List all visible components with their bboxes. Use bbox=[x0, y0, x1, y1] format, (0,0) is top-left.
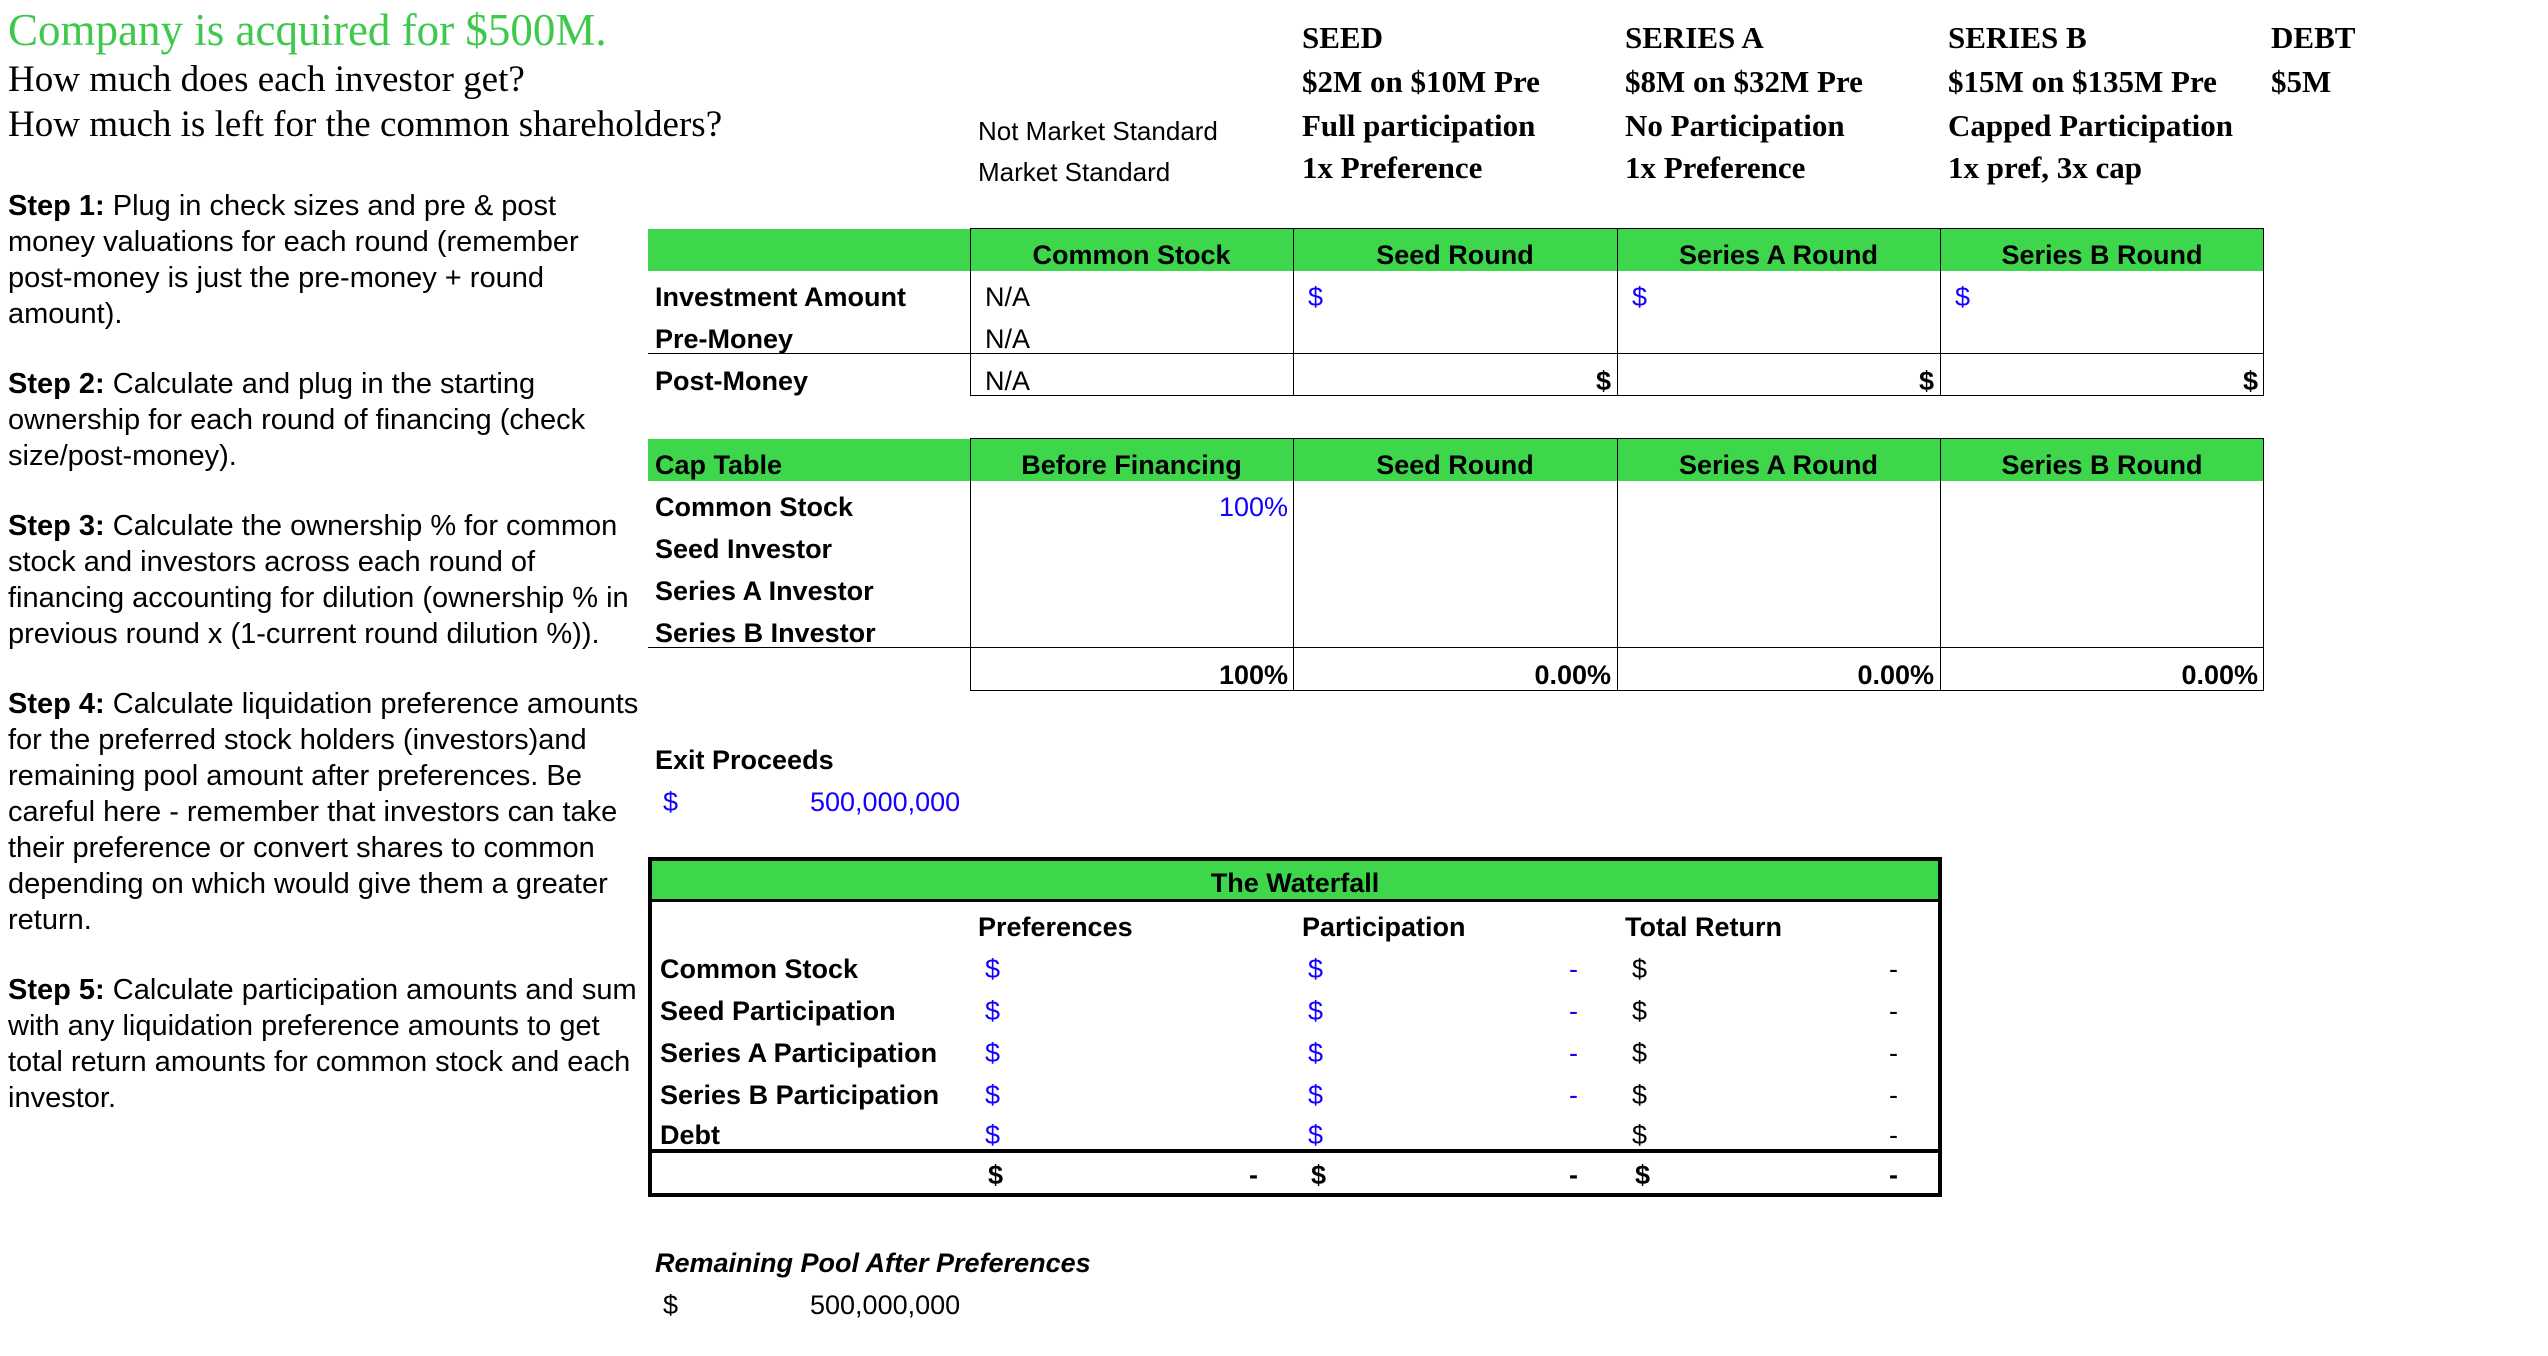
series-b-term-participation: Capped Participation bbox=[1948, 108, 2234, 143]
common-before-financing[interactable]: 100% bbox=[1218, 492, 1288, 522]
series-a-total-cell[interactable]: $ bbox=[1632, 1038, 1648, 1068]
page-title: Company is acquired for $500M. bbox=[8, 5, 607, 55]
rounds-col-common: Common Stock bbox=[1032, 240, 1231, 270]
common-total-cell[interactable]: $ bbox=[1632, 954, 1648, 984]
waterfall-total-part-currency: $ bbox=[1311, 1160, 1327, 1190]
step-4: Step 4: Calculate liquidation preference amounts for the preferred stock holders (investors)and remaining pool amount after preferences. Be careful here - remember that investors can take their preference or convert shares to common depending on which would give them a greater return. bbox=[8, 688, 639, 936]
seed-term-amount: $2M on $10M Pre bbox=[1302, 64, 1540, 99]
series-b-total-value: - bbox=[1889, 1080, 1898, 1110]
waterfall-col-preferences: Preferences bbox=[978, 912, 1133, 942]
waterfall-row-seed: Seed Participation bbox=[660, 996, 896, 1026]
remaining-pool-label: Remaining Pool After Preferences bbox=[655, 1248, 1091, 1278]
common-part-cell[interactable]: $ bbox=[1308, 954, 1324, 984]
exit-proceeds-value[interactable]: 500,000,000 bbox=[810, 787, 961, 817]
rounds-col-series-b: Series B Round bbox=[2001, 240, 2203, 270]
waterfall-col-total-return: Total Return bbox=[1625, 912, 1782, 942]
waterfall-total-pref-value[interactable]: - bbox=[1249, 1160, 1258, 1190]
debt-pref-cell[interactable]: $ bbox=[985, 1120, 1001, 1150]
step-3: Step 3: Calculate the ownership % for common stock and investors across each round of financing accounting for dilution (ownership % in previous round x (1-current round dilution %)). bbox=[8, 510, 629, 650]
common-pre-money[interactable]: N/A bbox=[985, 324, 1031, 354]
series-b-term-preference: 1x pref, 3x cap bbox=[1948, 150, 2143, 185]
question-2: How much is left for the common shareholders? bbox=[8, 104, 723, 145]
waterfall-total-part-value[interactable]: - bbox=[1569, 1160, 1578, 1190]
market-standard-label: Market Standard bbox=[978, 157, 1171, 187]
series-b-term-amount: $15M on $135M Pre bbox=[1948, 64, 2217, 99]
seed-term-participation: Full participation bbox=[1302, 108, 1536, 143]
waterfall-col-participation: Participation bbox=[1302, 912, 1466, 942]
waterfall-row-series-a: Series A Participation bbox=[660, 1038, 938, 1068]
waterfall-row-series-b: Series B Participation bbox=[660, 1080, 940, 1110]
cap-row-common: Common Stock bbox=[655, 492, 854, 522]
cap-total-before[interactable]: 100% bbox=[1218, 660, 1288, 690]
series-a-part-value: - bbox=[1569, 1038, 1578, 1068]
debt-total-cell[interactable]: $ bbox=[1632, 1120, 1648, 1150]
waterfall-row-debt: Debt bbox=[660, 1120, 720, 1150]
cap-col-seed: Seed Round bbox=[1376, 450, 1534, 480]
waterfall-total-return-value[interactable]: - bbox=[1889, 1160, 1898, 1190]
common-pref-cell[interactable]: $ bbox=[985, 954, 1001, 984]
series-b-term-title: SERIES B bbox=[1948, 20, 2087, 55]
seed-term-preference: 1x Preference bbox=[1302, 150, 1483, 185]
seed-part-cell[interactable]: $ bbox=[1308, 996, 1324, 1026]
series-a-post-money[interactable]: $ bbox=[1918, 366, 1934, 396]
common-total-value: - bbox=[1889, 954, 1898, 984]
waterfall-total-pref-currency: $ bbox=[988, 1160, 1004, 1190]
series-a-term-preference: 1x Preference bbox=[1625, 150, 1806, 185]
series-b-part-value: - bbox=[1569, 1080, 1578, 1110]
row-label-post-money: Post-Money bbox=[655, 366, 809, 396]
cap-total-seed[interactable]: 0.00% bbox=[1534, 660, 1611, 690]
seed-total-value: - bbox=[1889, 996, 1898, 1026]
cap-col-series-a: Series A Round bbox=[1678, 450, 1879, 480]
series-a-term-participation: No Participation bbox=[1625, 108, 1845, 143]
series-b-part-cell[interactable]: $ bbox=[1308, 1080, 1324, 1110]
remaining-pool-value[interactable]: 500,000,000 bbox=[810, 1290, 961, 1320]
common-part-value: - bbox=[1569, 954, 1578, 984]
debt-total-value: - bbox=[1889, 1120, 1898, 1150]
exit-proceeds-label: Exit Proceeds bbox=[655, 745, 834, 775]
exit-proceeds-currency: $ bbox=[663, 787, 679, 817]
row-label-pre-money: Pre-Money bbox=[655, 324, 794, 354]
seed-pref-cell[interactable]: $ bbox=[985, 996, 1001, 1026]
cap-row-series-a-investor: Series A Investor bbox=[655, 576, 874, 606]
series-a-investment-input[interactable]: $ bbox=[1632, 282, 1648, 312]
debt-term-amount: $5M bbox=[2271, 64, 2332, 99]
waterfall-row-common: Common Stock bbox=[660, 954, 859, 984]
cap-total-series-a[interactable]: 0.00% bbox=[1857, 660, 1934, 690]
seed-part-value: - bbox=[1569, 996, 1578, 1026]
seed-term-title: SEED bbox=[1302, 20, 1383, 55]
step-2: Step 2: Calculate and plug in the starting ownership for each round of financing (check size/post-money). bbox=[8, 368, 586, 472]
seed-investment-input[interactable]: $ bbox=[1308, 282, 1324, 312]
series-b-pref-cell[interactable]: $ bbox=[985, 1080, 1001, 1110]
cap-row-series-b-investor: Series B Investor bbox=[655, 618, 876, 648]
common-investment-amount[interactable]: N/A bbox=[985, 282, 1031, 312]
series-b-total-cell[interactable]: $ bbox=[1632, 1080, 1648, 1110]
cap-col-before: Before Financing bbox=[1021, 450, 1242, 480]
series-b-investment-input[interactable]: $ bbox=[1955, 282, 1971, 312]
debt-part-cell[interactable]: $ bbox=[1308, 1120, 1324, 1150]
question-1: How much does each investor get? bbox=[8, 59, 525, 100]
remaining-pool-currency: $ bbox=[663, 1290, 679, 1320]
cap-col-series-b: Series B Round bbox=[2001, 450, 2203, 480]
rounds-col-series-a: Series A Round bbox=[1678, 240, 1879, 270]
waterfall-total-return-currency: $ bbox=[1635, 1160, 1651, 1190]
common-post-money[interactable]: N/A bbox=[985, 366, 1031, 396]
cap-total-series-b[interactable]: 0.00% bbox=[2181, 660, 2258, 690]
step-5: Step 5: Calculate participation amounts and sum with any liquidation preference amounts to get total return amounts for common stock and each investor. bbox=[8, 974, 637, 1114]
rounds-col-seed: Seed Round bbox=[1376, 240, 1534, 270]
cap-row-seed-investor: Seed Investor bbox=[655, 534, 833, 564]
series-a-part-cell[interactable]: $ bbox=[1308, 1038, 1324, 1068]
series-a-term-amount: $8M on $32M Pre bbox=[1625, 64, 1863, 99]
step-1: Step 1: Plug in check sizes and pre & post money valuations for each round (remember post-money is just the pre-money + round amount). bbox=[8, 190, 579, 330]
series-b-post-money[interactable]: $ bbox=[2242, 366, 2258, 396]
cap-table-title: Cap Table bbox=[655, 450, 783, 480]
waterfall-frame bbox=[648, 857, 1942, 1197]
not-market-standard-label: Not Market Standard bbox=[978, 116, 1218, 146]
series-a-term-title: SERIES A bbox=[1625, 20, 1764, 55]
series-a-total-value: - bbox=[1889, 1038, 1898, 1068]
debt-term-title: DEBT bbox=[2271, 20, 2356, 55]
seed-total-cell[interactable]: $ bbox=[1632, 996, 1648, 1026]
series-a-pref-cell[interactable]: $ bbox=[985, 1038, 1001, 1068]
seed-post-money[interactable]: $ bbox=[1595, 366, 1611, 396]
row-label-investment-amount: Investment Amount bbox=[655, 282, 907, 312]
waterfall-title: The Waterfall bbox=[1210, 868, 1380, 898]
